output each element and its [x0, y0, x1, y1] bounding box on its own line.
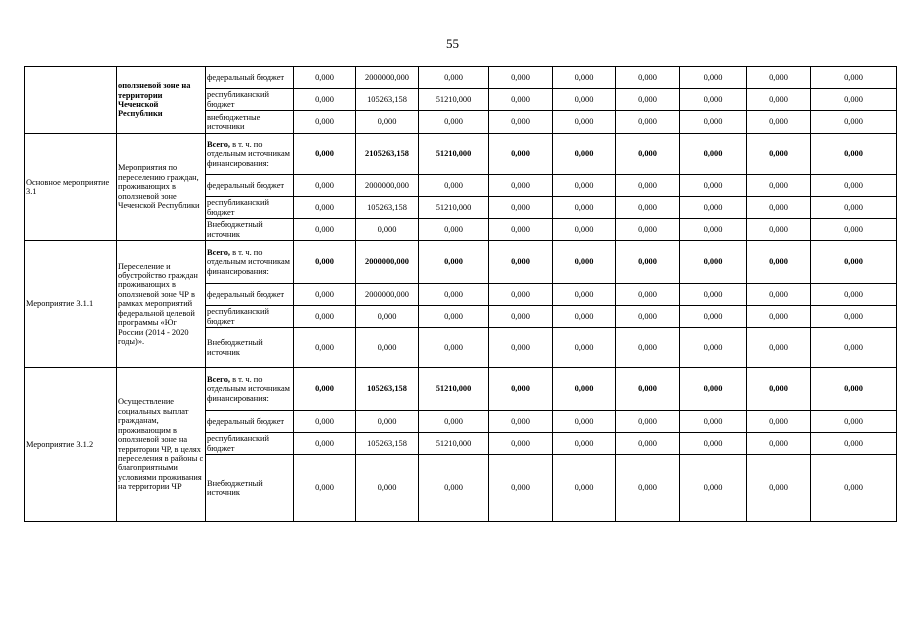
funding-source-cell: федеральный бюджет [206, 411, 294, 433]
amount-cell: 0,000 [294, 455, 356, 522]
amount-cell: 0,000 [294, 111, 356, 134]
amount-cell: 0,000 [294, 306, 356, 328]
amount-cell: 0,000 [553, 284, 616, 306]
amount-cell: 51210,000 [419, 134, 489, 175]
amount-cell: 0,000 [553, 197, 616, 219]
activity-cell: Основное мероприятие 3.1 [25, 134, 117, 241]
amount-cell: 0,000 [356, 411, 419, 433]
amount-cell: 0,000 [489, 306, 553, 328]
funding-source-cell: Внебюджетный источник [206, 219, 294, 241]
funding-source-cell: федеральный бюджет [206, 284, 294, 306]
amount-cell: 0,000 [294, 284, 356, 306]
funding-source-cell: федеральный бюджет [206, 175, 294, 197]
amount-cell: 0,000 [489, 241, 553, 284]
amount-cell: 105263,158 [356, 89, 419, 111]
amount-cell: 0,000 [616, 197, 680, 219]
amount-cell: 0,000 [489, 433, 553, 455]
funding-source-cell: федеральный бюджет [206, 67, 294, 89]
amount-cell: 0,000 [294, 89, 356, 111]
amount-cell: 0,000 [747, 284, 811, 306]
amount-cell: 0,000 [294, 368, 356, 411]
amount-cell: 0,000 [747, 328, 811, 368]
amount-cell: 0,000 [811, 368, 897, 411]
amount-cell: 0,000 [680, 328, 747, 368]
page-number: 55 [446, 36, 459, 51]
amount-cell: 0,000 [680, 433, 747, 455]
amount-cell: 0,000 [553, 219, 616, 241]
amount-cell: 0,000 [553, 433, 616, 455]
amount-cell: 0,000 [680, 455, 747, 522]
amount-cell: 0,000 [680, 67, 747, 89]
amount-cell: 0,000 [811, 111, 897, 134]
amount-cell: 0,000 [553, 241, 616, 284]
amount-cell: 0,000 [747, 241, 811, 284]
amount-cell: 0,000 [616, 433, 680, 455]
amount-cell: 2000000,000 [356, 67, 419, 89]
amount-cell: 0,000 [680, 306, 747, 328]
amount-cell: 0,000 [294, 175, 356, 197]
event-name-cell: Осуществление социальных выплат гражданам, проживающим в оползневой зоне на территории ЧР, в целях переселения в районы с благоприятными условиями проживания на территории ЧР [117, 368, 206, 522]
amount-cell: 0,000 [489, 197, 553, 219]
funding-source-cell: республиканский бюджет [206, 197, 294, 219]
amount-cell: 0,000 [680, 284, 747, 306]
amount-cell: 51210,000 [419, 433, 489, 455]
amount-cell: 0,000 [489, 219, 553, 241]
amount-cell: 0,000 [811, 411, 897, 433]
amount-cell: 105263,158 [356, 368, 419, 411]
amount-cell: 0,000 [489, 411, 553, 433]
amount-cell: 0,000 [356, 328, 419, 368]
amount-cell: 0,000 [419, 411, 489, 433]
amount-cell: 0,000 [811, 175, 897, 197]
table-row [25, 67, 897, 89]
amount-cell: 0,000 [747, 219, 811, 241]
amount-cell: 0,000 [489, 284, 553, 306]
amount-cell: 0,000 [616, 219, 680, 241]
amount-cell: 0,000 [616, 455, 680, 522]
funding-source-cell: внебюджетные источники [206, 111, 294, 134]
funding-source-cell: Внебюджетный источник [206, 455, 294, 522]
amount-cell: 0,000 [489, 175, 553, 197]
amount-cell: 0,000 [294, 328, 356, 368]
amount-cell: 0,000 [553, 368, 616, 411]
amount-cell: 105263,158 [356, 197, 419, 219]
amount-cell: 0,000 [747, 306, 811, 328]
funding-source-cell: Внебюджетный источник [206, 328, 294, 368]
amount-cell: 0,000 [811, 306, 897, 328]
total-label: Всего, [207, 374, 230, 384]
budget-table [24, 66, 897, 522]
amount-cell: 0,000 [811, 328, 897, 368]
amount-cell: 0,000 [616, 411, 680, 433]
amount-cell: 0,000 [747, 197, 811, 219]
amount-cell: 0,000 [811, 89, 897, 111]
amount-cell: 51210,000 [419, 89, 489, 111]
funding-source-label: в т. ч. по отдельным источникам финансирования: [207, 247, 290, 276]
amount-cell: 0,000 [553, 175, 616, 197]
amount-cell: 0,000 [553, 455, 616, 522]
amount-cell: 0,000 [489, 455, 553, 522]
funding-source-cell [206, 241, 294, 284]
amount-cell: 0,000 [294, 67, 356, 89]
event-name-cell: оползневой зоне на территории Чеченской Республики [117, 67, 206, 134]
total-label: Всего, [207, 247, 230, 257]
amount-cell: 0,000 [680, 241, 747, 284]
amount-cell: 0,000 [489, 328, 553, 368]
amount-cell: 0,000 [419, 328, 489, 368]
amount-cell: 0,000 [680, 111, 747, 134]
event-name-cell: Мероприятия по переселению граждан, проживающих в оползневой зоне Чеченской Республики [117, 134, 206, 241]
amount-cell: 0,000 [747, 455, 811, 522]
amount-cell: 0,000 [616, 134, 680, 175]
amount-cell: 0,000 [419, 455, 489, 522]
amount-cell: 0,000 [680, 368, 747, 411]
amount-cell: 0,000 [747, 134, 811, 175]
amount-cell: 2000000,000 [356, 284, 419, 306]
table-row [25, 368, 897, 411]
amount-cell: 0,000 [747, 368, 811, 411]
amount-cell: 0,000 [553, 111, 616, 134]
amount-cell: 0,000 [489, 134, 553, 175]
table-row [25, 134, 897, 175]
activity-cell: Мероприятие 3.1.2 [25, 368, 117, 522]
amount-cell: 0,000 [680, 411, 747, 433]
amount-cell: 0,000 [489, 111, 553, 134]
amount-cell: 0,000 [680, 175, 747, 197]
amount-cell: 0,000 [811, 219, 897, 241]
amount-cell: 0,000 [553, 67, 616, 89]
amount-cell: 0,000 [680, 197, 747, 219]
funding-source-label: в т. ч. по отдельным источникам финансирования: [207, 139, 290, 168]
amount-cell: 0,000 [356, 219, 419, 241]
amount-cell: 0,000 [419, 241, 489, 284]
amount-cell: 0,000 [616, 241, 680, 284]
table-row [25, 241, 897, 284]
amount-cell: 2000000,000 [356, 175, 419, 197]
amount-cell: 0,000 [419, 284, 489, 306]
amount-cell: 0,000 [419, 67, 489, 89]
funding-source-cell [206, 368, 294, 411]
activity-cell: Мероприятие 3.1.1 [25, 241, 117, 368]
amount-cell: 0,000 [747, 67, 811, 89]
amount-cell: 0,000 [747, 111, 811, 134]
amount-cell: 0,000 [419, 219, 489, 241]
amount-cell: 0,000 [356, 306, 419, 328]
amount-cell: 0,000 [489, 368, 553, 411]
amount-cell: 0,000 [553, 328, 616, 368]
amount-cell: 0,000 [419, 175, 489, 197]
amount-cell: 0,000 [616, 328, 680, 368]
amount-cell: 0,000 [419, 306, 489, 328]
amount-cell: 0,000 [489, 89, 553, 111]
amount-cell: 0,000 [616, 368, 680, 411]
amount-cell: 0,000 [616, 175, 680, 197]
amount-cell: 51210,000 [419, 197, 489, 219]
amount-cell: 0,000 [356, 111, 419, 134]
amount-cell: 0,000 [680, 134, 747, 175]
amount-cell: 0,000 [747, 433, 811, 455]
event-name-cell: Переселение и обустройство граждан проживающих в оползневой зоне ЧР в рамках мероприятий федеральной целевой программы «Юг России (2014 - 2020 годы)». [117, 241, 206, 368]
amount-cell: 0,000 [294, 433, 356, 455]
amount-cell: 0,000 [553, 89, 616, 111]
amount-cell: 2000000,000 [356, 241, 419, 284]
amount-cell: 0,000 [294, 219, 356, 241]
funding-source-cell: республиканский бюджет [206, 306, 294, 328]
amount-cell: 0,000 [356, 455, 419, 522]
total-label: Всего, [207, 139, 230, 149]
amount-cell: 0,000 [294, 134, 356, 175]
amount-cell: 0,000 [680, 219, 747, 241]
amount-cell: 105263,158 [356, 433, 419, 455]
amount-cell: 0,000 [616, 284, 680, 306]
amount-cell: 0,000 [747, 175, 811, 197]
funding-source-cell: республиканский бюджет [206, 89, 294, 111]
amount-cell: 0,000 [294, 411, 356, 433]
amount-cell: 0,000 [811, 197, 897, 219]
amount-cell: 51210,000 [419, 368, 489, 411]
budget-table-body [25, 67, 897, 522]
amount-cell: 0,000 [553, 134, 616, 175]
funding-source-cell [206, 134, 294, 175]
amount-cell: 0,000 [294, 197, 356, 219]
amount-cell: 0,000 [811, 433, 897, 455]
amount-cell: 0,000 [747, 411, 811, 433]
amount-cell: 0,000 [811, 241, 897, 284]
funding-source-label: в т. ч. по отдельным источникам финансирования: [207, 374, 290, 403]
amount-cell: 0,000 [747, 89, 811, 111]
activity-cell [25, 67, 117, 134]
amount-cell: 0,000 [811, 67, 897, 89]
amount-cell: 0,000 [553, 306, 616, 328]
amount-cell: 0,000 [294, 241, 356, 284]
amount-cell: 0,000 [616, 67, 680, 89]
amount-cell: 0,000 [616, 306, 680, 328]
amount-cell: 0,000 [616, 89, 680, 111]
amount-cell: 0,000 [553, 411, 616, 433]
amount-cell: 0,000 [811, 455, 897, 522]
amount-cell: 0,000 [616, 111, 680, 134]
amount-cell: 0,000 [811, 134, 897, 175]
amount-cell: 0,000 [680, 89, 747, 111]
amount-cell: 0,000 [811, 284, 897, 306]
amount-cell: 2105263,158 [356, 134, 419, 175]
amount-cell: 0,000 [419, 111, 489, 134]
amount-cell: 0,000 [489, 67, 553, 89]
funding-source-cell: республиканский бюджет [206, 433, 294, 455]
